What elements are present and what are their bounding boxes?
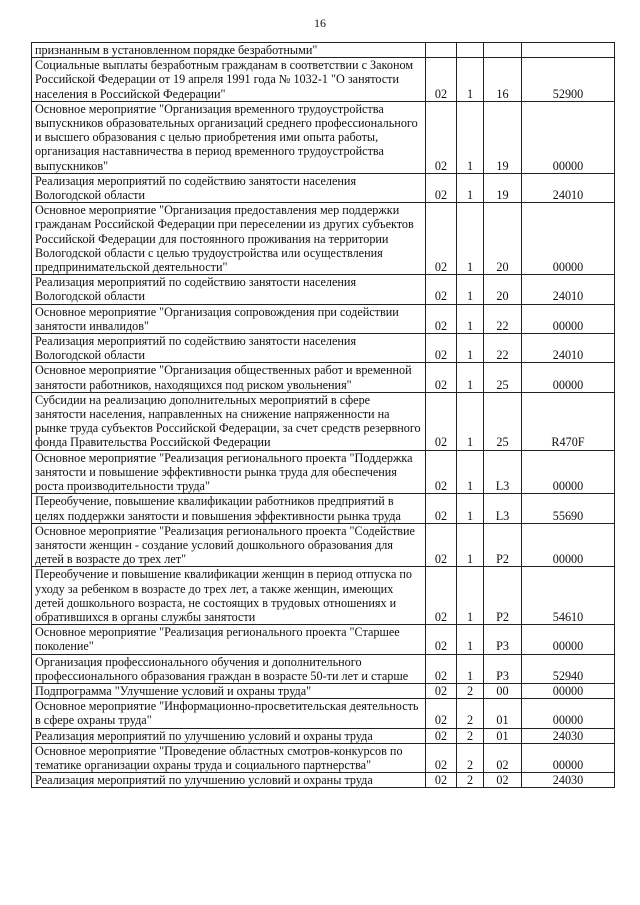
table-row (32, 494, 615, 523)
subprogram-code-cell: 2 (457, 683, 484, 698)
subprogram-code-cell: 1 (457, 334, 484, 363)
row-name-cell: Реализация мероприятий по содействию занятости населения Вологодской области (32, 173, 426, 202)
subprogram-code-cell: 1 (457, 494, 484, 523)
direction-code-cell: 00000 (522, 625, 615, 654)
direction-code-cell: 00000 (522, 101, 615, 173)
event-code-cell: L3 (484, 494, 522, 523)
event-code-cell: 22 (484, 334, 522, 363)
table-row (32, 567, 615, 625)
row-name-cell: Переобучение, повышение квалификации работников предприятий в целях поддержки занятости и повышения эффективности рынка труда (32, 494, 426, 523)
table-row (32, 58, 615, 102)
program-code-cell: 02 (426, 173, 457, 202)
subprogram-code-cell: 1 (457, 392, 484, 450)
table-row (32, 275, 615, 304)
table-row (32, 523, 615, 567)
subprogram-code-cell: 1 (457, 101, 484, 173)
row-name-cell: Основное мероприятие "Реализация регионального проекта "Поддержка занятости и повышение эффективности рынка труда для обеспечения роста производительности труда" (32, 450, 426, 494)
direction-code-cell: 00000 (522, 743, 615, 772)
row-name-cell: Основное мероприятие "Проведение областных смотров-конкурсов по тематике организации охраны труда и социального партнерства" (32, 743, 426, 772)
table-row (32, 101, 615, 173)
subprogram-code-cell: 1 (457, 58, 484, 102)
event-code-cell: 16 (484, 58, 522, 102)
direction-code-cell: 24010 (522, 275, 615, 304)
direction-code-cell: 52940 (522, 654, 615, 683)
program-code-cell: 02 (426, 743, 457, 772)
direction-code-cell: 24030 (522, 728, 615, 743)
program-code-cell: 02 (426, 392, 457, 450)
direction-code-cell: 00000 (522, 683, 615, 698)
row-name-cell: Основное мероприятие "Реализация регионального проекта "Содействие занятости женщин - создание условий дошкольного образования для детей в возрасте до трех лет" (32, 523, 426, 567)
event-code-cell: P2 (484, 523, 522, 567)
program-code-cell: 02 (426, 275, 457, 304)
table-row (32, 654, 615, 683)
row-name-cell: Реализация мероприятий по улучшению условий и охраны труда (32, 773, 426, 788)
subprogram-code-cell: 1 (457, 523, 484, 567)
page-number: 16 (314, 16, 326, 30)
row-name-cell: Реализация мероприятий по содействию занятости населения Вологодской области (32, 334, 426, 363)
direction-code-cell: 24010 (522, 334, 615, 363)
event-code-cell: 22 (484, 304, 522, 333)
subprogram-code-cell: 1 (457, 173, 484, 202)
table-row (32, 392, 615, 450)
table-row (32, 699, 615, 728)
program-code-cell: 02 (426, 450, 457, 494)
row-name-cell: Основное мероприятие "Информационно-просветительская деятельность в сфере охраны труда" (32, 699, 426, 728)
row-name-cell: Основное мероприятие "Организация предоставления мер поддержки гражданам Российской Федерации при переселении из других субъектов Российской Федерации для постоянного проживания на территории Вологодской области с целью трудоустройства или осуществления предпринимательской деятельности" (32, 203, 426, 275)
table-row (32, 450, 615, 494)
row-name-cell: Основное мероприятие "Организация общественных работ и временной занятости работников, находящихся под риском увольнения" (32, 363, 426, 392)
subprogram-code-cell: 1 (457, 567, 484, 625)
table-row (32, 683, 615, 698)
subprogram-code-cell: 2 (457, 728, 484, 743)
program-code-cell: 02 (426, 494, 457, 523)
event-code-cell: 20 (484, 275, 522, 304)
event-code-cell: P3 (484, 625, 522, 654)
table-row (32, 773, 615, 788)
table-row (32, 743, 615, 772)
event-code-cell: 01 (484, 699, 522, 728)
subprogram-code-cell: 2 (457, 773, 484, 788)
direction-code-cell: 24010 (522, 173, 615, 202)
event-code-cell: 02 (484, 773, 522, 788)
table-row (32, 625, 615, 654)
row-name-cell: Реализация мероприятий по улучшению условий и охраны труда (32, 728, 426, 743)
event-code-cell: 19 (484, 173, 522, 202)
event-code-cell (484, 43, 522, 58)
table-row (32, 203, 615, 275)
row-name-cell: Основное мероприятие "Организация сопровождения при содействии занятости инвалидов" (32, 304, 426, 333)
program-code-cell: 02 (426, 203, 457, 275)
event-code-cell: 19 (484, 101, 522, 173)
direction-code-cell: 55690 (522, 494, 615, 523)
row-name-cell: Переобучение и повышение квалификации женщин в период отпуска по уходу за ребенком в возрасте до трех лет, а также женщин, имеющих детей дошкольного возраста, не состоящих в трудовых отношениях и обратившихся в органы службы занятости (32, 567, 426, 625)
direction-code-cell: 00000 (522, 699, 615, 728)
direction-code-cell: 00000 (522, 523, 615, 567)
program-code-cell: 02 (426, 101, 457, 173)
table-row (32, 334, 615, 363)
program-code-cell: 02 (426, 523, 457, 567)
direction-code-cell: 00000 (522, 304, 615, 333)
row-name-cell: признанным в установленном порядке безработными" (32, 43, 426, 58)
event-code-cell: 02 (484, 743, 522, 772)
event-code-cell: 25 (484, 363, 522, 392)
subprogram-code-cell: 1 (457, 304, 484, 333)
row-name-cell: Основное мероприятие "Организация временного трудоустройства выпускников образовательных организаций среднего профессионального и высшего образования с целью приобретения ими опыта работы, организация наставничества в период временного трудоустройства выпускников" (32, 101, 426, 173)
subprogram-code-cell: 1 (457, 203, 484, 275)
program-code-cell: 02 (426, 773, 457, 788)
subprogram-code-cell: 2 (457, 743, 484, 772)
program-code-cell: 02 (426, 654, 457, 683)
direction-code-cell: R470F (522, 392, 615, 450)
budget-classification-table (31, 42, 615, 788)
subprogram-code-cell: 2 (457, 699, 484, 728)
event-code-cell: P2 (484, 567, 522, 625)
direction-code-cell: 52900 (522, 58, 615, 102)
event-code-cell: L3 (484, 450, 522, 494)
table-row (32, 173, 615, 202)
program-code-cell (426, 43, 457, 58)
table-body (32, 43, 615, 788)
event-code-cell: 25 (484, 392, 522, 450)
program-code-cell: 02 (426, 363, 457, 392)
subprogram-code-cell: 1 (457, 450, 484, 494)
event-code-cell: 01 (484, 728, 522, 743)
subprogram-code-cell: 1 (457, 625, 484, 654)
row-name-cell: Подпрограмма "Улучшение условий и охраны труда" (32, 683, 426, 698)
program-code-cell: 02 (426, 567, 457, 625)
program-code-cell: 02 (426, 334, 457, 363)
program-code-cell: 02 (426, 699, 457, 728)
row-name-cell: Социальные выплаты безработным гражданам в соответствии с Законом Российской Федерации от 19 апреля 1991 года № 1032-1 "О занятости населения в Российской Федерации" (32, 58, 426, 102)
program-code-cell: 02 (426, 625, 457, 654)
program-code-cell: 02 (426, 683, 457, 698)
table-row (32, 363, 615, 392)
row-name-cell: Субсидии на реализацию дополнительных мероприятий в сфере занятости населения, направленных на снижение напряженности на рынке труда субъектов Российской Федерации, за счет средств резервного фонда Правительства Российской Федерации (32, 392, 426, 450)
subprogram-code-cell: 1 (457, 275, 484, 304)
table-row (32, 43, 615, 58)
subprogram-code-cell (457, 43, 484, 58)
event-code-cell: 00 (484, 683, 522, 698)
subprogram-code-cell: 1 (457, 363, 484, 392)
direction-code-cell: 00000 (522, 363, 615, 392)
direction-code-cell (522, 43, 615, 58)
direction-code-cell: 24030 (522, 773, 615, 788)
program-code-cell: 02 (426, 728, 457, 743)
table-row (32, 728, 615, 743)
row-name-cell: Основное мероприятие "Реализация регионального проекта "Старшее поколение" (32, 625, 426, 654)
event-code-cell: 20 (484, 203, 522, 275)
direction-code-cell: 54610 (522, 567, 615, 625)
direction-code-cell: 00000 (522, 450, 615, 494)
table-row (32, 304, 615, 333)
subprogram-code-cell: 1 (457, 654, 484, 683)
program-code-cell: 02 (426, 304, 457, 333)
row-name-cell: Организация профессионального обучения и дополнительного профессионального образования граждан в возрасте 50-ти лет и старше (32, 654, 426, 683)
direction-code-cell: 00000 (522, 203, 615, 275)
row-name-cell: Реализация мероприятий по содействию занятости населения Вологодской области (32, 275, 426, 304)
event-code-cell: P3 (484, 654, 522, 683)
program-code-cell: 02 (426, 58, 457, 102)
